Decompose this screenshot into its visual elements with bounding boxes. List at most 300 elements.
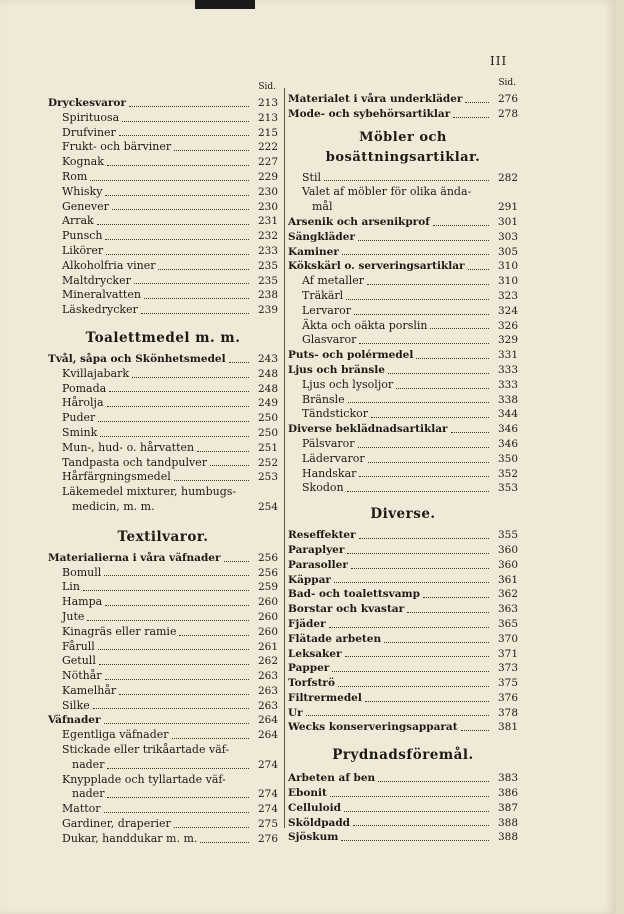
toc-page: 251 (257, 441, 278, 454)
leader-dots (172, 738, 249, 739)
toc-label: medicin, m. m. (72, 499, 155, 513)
toc-entry[interactable] (288, 363, 518, 378)
toc-page: 373 (497, 662, 518, 675)
toc-entry[interactable] (288, 661, 518, 676)
toc-entry[interactable] (288, 393, 518, 408)
toc-page: 371 (497, 647, 518, 660)
toc-entry[interactable] (288, 771, 518, 786)
section-title: Möbler och bosättningsartiklar. (325, 129, 481, 165)
toc-label: Dukar, handdukar m. m. (62, 831, 198, 845)
toc-label: Hårfärgningsmedel (62, 470, 171, 484)
toc-label: Pomada (62, 381, 107, 395)
toc-label: Genever (62, 199, 109, 213)
toc-entry[interactable] (288, 200, 518, 215)
leader-dots (407, 612, 489, 613)
toc-entry[interactable] (48, 832, 278, 847)
toc-page: 388 (497, 816, 518, 829)
toc-entry-continued[interactable]: Valet af möbler för olika ända- (302, 185, 472, 199)
toc-label: Filtrermedel (288, 691, 362, 704)
toc-entry[interactable] (48, 170, 278, 185)
toc-label: nader (72, 787, 105, 801)
toc-page: 360 (497, 543, 518, 556)
toc-entry[interactable] (288, 558, 518, 573)
toc-page: 235 (257, 274, 278, 287)
toc-label: Handskar (302, 466, 357, 480)
leader-dots (367, 284, 489, 285)
toc-page: 276 (497, 93, 518, 105)
toc-label: Punsch (62, 229, 103, 243)
toc-label: Egentliga väfnader (62, 728, 169, 742)
toc-entry[interactable] (48, 551, 278, 566)
toc-entry[interactable] (48, 140, 278, 155)
toc-page: 355 (497, 529, 518, 542)
section-title: Prydnadsföremål. (332, 747, 474, 764)
toc-label: Celluloid (288, 801, 341, 814)
leader-dots (344, 811, 489, 812)
toc-entry[interactable] (288, 92, 518, 107)
toc-entry[interactable] (288, 481, 518, 496)
toc-entry[interactable] (48, 610, 278, 625)
toc-entry[interactable] (288, 259, 518, 274)
toc-entry[interactable] (48, 214, 278, 229)
sid-header: Sid. (258, 82, 276, 92)
leader-dots (98, 649, 249, 650)
toc-entry[interactable] (48, 382, 278, 397)
toc-label: Borstar och kvastar (288, 603, 405, 616)
toc-entry[interactable] (48, 411, 278, 426)
leader-dots (158, 269, 249, 270)
toc-entry[interactable] (48, 200, 278, 215)
toc-page: 252 (257, 456, 278, 469)
toc-page: 274 (257, 788, 278, 801)
leader-dots (229, 362, 249, 363)
toc-page: 323 (497, 289, 518, 302)
leader-dots (358, 240, 489, 241)
toc-page: 230 (257, 200, 278, 213)
toc-entry[interactable] (288, 274, 518, 289)
leader-dots (423, 597, 489, 598)
leader-dots (105, 239, 249, 240)
toc-page: 222 (257, 141, 278, 154)
toc-entry[interactable] (288, 304, 518, 319)
leader-dots (334, 582, 489, 583)
toc-entry[interactable] (288, 720, 518, 735)
toc-entry[interactable] (288, 107, 518, 122)
toc-label: Pälsvaror (302, 436, 355, 450)
toc-label: Reseffekter (288, 529, 356, 542)
leader-dots (341, 840, 489, 841)
toc-page: 362 (497, 588, 518, 601)
toc-entry[interactable] (288, 378, 518, 393)
toc-label: Bomull (62, 565, 102, 579)
toc-entry[interactable] (288, 676, 518, 691)
leader-dots (97, 224, 249, 225)
toc-label: Kamelhår (62, 683, 117, 697)
toc-entry[interactable] (288, 348, 518, 363)
toc-label: Bad- och toalettsvamp (288, 588, 421, 601)
page-number: III (490, 54, 508, 68)
toc-entry[interactable] (288, 319, 518, 334)
toc-entry[interactable] (48, 155, 278, 170)
toc-entry[interactable] (48, 728, 278, 743)
toalett-list (48, 352, 278, 485)
leader-dots (346, 299, 489, 300)
toc-entry[interactable] (288, 407, 518, 422)
toc-label: Ur (288, 706, 303, 719)
toc-entry[interactable] (48, 625, 278, 640)
leader-dots (351, 568, 489, 569)
materialierna-list (48, 551, 278, 743)
toc-label: Träkärl (302, 288, 344, 302)
toc-page: 261 (257, 640, 278, 653)
toc-label: Arsenik och arsenikprof (288, 215, 430, 228)
leader-dots (396, 388, 489, 389)
toc-page: 250 (257, 412, 278, 425)
leader-dots (345, 656, 489, 657)
toc-page: 263 (257, 699, 278, 712)
toc-page: 301 (497, 215, 518, 228)
toc-entry[interactable] (48, 456, 278, 471)
toc-label: Dryckesvaror (48, 97, 126, 109)
toc-label: Tändstickor (302, 407, 368, 421)
leader-dots (174, 827, 249, 828)
toc-entry[interactable] (48, 126, 278, 141)
toc-page: 248 (257, 367, 278, 380)
toc-entry[interactable] (48, 470, 278, 485)
toc-label: Maltdrycker (62, 273, 131, 287)
toc-page: 262 (257, 655, 278, 668)
toc-entry[interactable] (288, 528, 518, 543)
toc-page: 254 (257, 500, 278, 513)
leader-dots (104, 812, 249, 813)
toc-page: 276 (257, 832, 278, 845)
toc-page: 305 (497, 245, 518, 258)
toc-page: 388 (497, 831, 518, 844)
toc-page: 253 (257, 471, 278, 484)
sid-header: Sid. (498, 78, 516, 88)
leader-dots (465, 102, 489, 103)
leader-dots (122, 121, 249, 122)
toc-label: Gardiner, draperier (62, 817, 171, 831)
toc-entry[interactable] (288, 587, 518, 602)
leader-dots (104, 575, 249, 576)
toc-label: Mun-, hud- o. hårvatten (62, 440, 195, 454)
toc-page: 346 (497, 437, 518, 450)
toc-page: 274 (257, 803, 278, 816)
toc-page: 310 (497, 260, 518, 273)
toc-entry[interactable] (288, 602, 518, 617)
toc-entry[interactable] (48, 111, 278, 126)
toc-label: Kaminer (288, 245, 339, 258)
leader-dots (144, 298, 249, 299)
leader-dots (342, 254, 489, 255)
leader-dots (358, 447, 489, 448)
leader-dots (365, 701, 489, 702)
toc-label: Smink (62, 425, 98, 439)
toc-label: Spirituosa (62, 110, 120, 124)
toc-entry[interactable] (288, 230, 518, 245)
leader-dots (179, 635, 249, 636)
toc-entry[interactable] (288, 706, 518, 721)
toc-entry[interactable] (48, 367, 278, 382)
toc-entry-continued[interactable]: Stickade eller trikåartade väf- (62, 743, 230, 757)
toc-entry[interactable] (48, 441, 278, 456)
toc-page: 248 (257, 382, 278, 395)
toc-entry[interactable] (288, 452, 518, 467)
toc-entry[interactable] (288, 467, 518, 482)
toc-entry-continued[interactable]: Knypplade och tyllartade väf- (62, 772, 226, 786)
toc-entry[interactable] (288, 422, 518, 437)
leader-dots (359, 476, 489, 477)
toc-page: 213 (257, 111, 278, 124)
toc-label: Parasoller (288, 558, 348, 571)
toc-entry[interactable] (48, 595, 278, 610)
toc-entry[interactable] (48, 699, 278, 714)
toc-page: 361 (497, 573, 518, 586)
toc-page: 383 (497, 772, 518, 785)
leader-dots (451, 432, 489, 433)
toc-entry[interactable] (48, 259, 278, 274)
toc-page: 291 (497, 201, 518, 214)
leader-dots (224, 561, 249, 562)
toc-page: 274 (257, 758, 278, 771)
toc-entry[interactable] (288, 786, 518, 801)
toc-label: Drufviner (62, 125, 116, 139)
toc-page: 381 (497, 721, 518, 734)
leader-dots (174, 480, 249, 481)
toc-label: Sköldpadd (288, 816, 351, 829)
toc-page: 386 (497, 787, 518, 800)
toc-page: 256 (257, 551, 278, 564)
leader-dots (132, 377, 249, 378)
toc-label: Diverse beklädnadsartiklar (288, 423, 448, 436)
toc-page: 375 (497, 677, 518, 690)
toc-entry[interactable] (48, 654, 278, 669)
leader-dots (348, 402, 489, 403)
leader-dots (332, 671, 489, 672)
toc-entry[interactable] (288, 333, 518, 348)
leader-dots (106, 254, 249, 255)
toc-label: Arrak (62, 214, 94, 228)
slut-list (48, 802, 278, 846)
toc-page: 324 (497, 304, 518, 317)
toc-entry[interactable] (48, 288, 278, 303)
toc-entry[interactable] (288, 437, 518, 452)
toc-label: Mineralvatten (62, 288, 141, 302)
tape-strip (195, 0, 255, 9)
toc-page: 346 (497, 423, 518, 436)
toc-label: Torfströ (288, 677, 335, 690)
toc-label: nader (72, 757, 105, 771)
leader-dots (353, 825, 489, 826)
right-column (288, 78, 518, 845)
toc-entry[interactable] (288, 691, 518, 706)
toc-page: 376 (497, 691, 518, 704)
toc-page: 260 (257, 610, 278, 623)
leader-dots (105, 195, 249, 196)
toc-label: Käppar (288, 573, 331, 586)
toc-entry[interactable] (288, 543, 518, 558)
toc-entry[interactable] (48, 500, 278, 515)
leader-dots (93, 708, 249, 709)
toc-entry[interactable] (288, 171, 518, 186)
leader-dots (129, 106, 249, 107)
top-list (288, 92, 518, 122)
toc-label: Bränsle (302, 392, 345, 406)
toc-page: 215 (257, 126, 278, 139)
toc-entry[interactable] (48, 713, 278, 728)
toc-page: 213 (257, 97, 278, 109)
toc-entry[interactable] (288, 801, 518, 816)
toc-page: 229 (257, 170, 278, 183)
toc-entry[interactable] (288, 830, 518, 845)
toc-entry[interactable] (48, 244, 278, 259)
toc-label: Papper (288, 662, 330, 675)
toc-page: 363 (497, 603, 518, 616)
toc-entry[interactable] (48, 426, 278, 441)
toc-entry[interactable] (48, 669, 278, 684)
toc-page: 259 (257, 581, 278, 594)
leader-dots (306, 715, 489, 716)
leader-dots (453, 117, 489, 118)
toc-page: 282 (497, 171, 518, 184)
toc-entry[interactable] (288, 289, 518, 304)
leader-dots (433, 225, 489, 226)
toc-page: 353 (497, 482, 518, 495)
toc-entry[interactable] (48, 274, 278, 289)
leader-dots (338, 686, 489, 687)
toc-page: 360 (497, 558, 518, 571)
toc-label: Glasvaror (302, 333, 357, 347)
toc-page: 263 (257, 670, 278, 683)
toc-entry[interactable] (288, 573, 518, 588)
leader-dots (378, 781, 489, 782)
toc-page: 264 (257, 729, 278, 742)
toc-label: Skodon (302, 481, 344, 495)
toc-label: Kvillajabark (62, 366, 130, 380)
toc-entry[interactable] (48, 566, 278, 581)
toc-page: 233 (257, 244, 278, 257)
toc-page: 232 (257, 230, 278, 243)
toc-page: 333 (497, 363, 518, 376)
toc-label: Lin (62, 580, 80, 594)
toc-entry[interactable] (48, 580, 278, 595)
toc-label: Läskedrycker (62, 303, 138, 317)
toc-label: Puder (62, 411, 96, 425)
toc-page: 239 (257, 304, 278, 317)
column-divider (284, 88, 285, 828)
leader-dots (119, 694, 249, 695)
leader-dots (112, 209, 249, 210)
toc-entry[interactable] (48, 352, 278, 367)
toc-page: 338 (497, 393, 518, 406)
toc-entry[interactable] (288, 215, 518, 230)
prydnad-list (288, 771, 518, 845)
toc-label: Ebonit (288, 787, 327, 800)
toc-page: 326 (497, 319, 518, 332)
toc-entry[interactable] (288, 617, 518, 632)
toc-entry[interactable] (48, 758, 278, 773)
toc-label: Kökskärl o. serveringsartiklar (288, 260, 465, 273)
toc-label: Leksaker (288, 647, 342, 660)
toc-entry[interactable] (48, 640, 278, 655)
toc-page: 238 (257, 289, 278, 302)
leader-dots (107, 406, 249, 407)
leader-dots (330, 796, 489, 797)
toc-label: Frukt- och bärviner (62, 140, 172, 154)
toc-entry[interactable] (288, 632, 518, 647)
toc-page: 350 (497, 452, 518, 465)
leader-dots (388, 373, 489, 374)
toc-label: Sjöskum (288, 831, 339, 844)
toc-entry[interactable] (288, 647, 518, 662)
toc-label: Mattor (62, 802, 101, 816)
toc-label: Äkta och oäkta porslin (302, 318, 428, 332)
toc-page: 263 (257, 684, 278, 697)
toc-label: Alkoholfria viner (62, 258, 156, 272)
toc-entry[interactable] (48, 96, 278, 111)
leader-dots (359, 538, 489, 539)
leader-dots (174, 150, 249, 151)
left-column (48, 82, 278, 847)
leader-dots (200, 842, 249, 843)
toc-page: 256 (257, 566, 278, 579)
toc-page: 333 (497, 378, 518, 391)
toc-label: Fjäder (288, 617, 326, 630)
toc-page: 235 (257, 259, 278, 272)
toc-entry[interactable] (48, 303, 278, 318)
toc-label: Stil (302, 170, 321, 184)
toc-entry[interactable] (48, 684, 278, 699)
leader-dots (359, 343, 489, 344)
toc-entry-continued[interactable]: Läkemedel mixturer, humbugs- (62, 485, 237, 499)
toc-label: Puts- och polérmedel (288, 349, 414, 362)
leader-dots (210, 465, 249, 466)
toc-entry[interactable] (48, 396, 278, 411)
toc-page: 230 (257, 185, 278, 198)
toc-page: 260 (257, 596, 278, 609)
toc-label: Ljus och lysoljor (302, 377, 394, 391)
dryckesvaror-list (48, 96, 278, 318)
toc-label: Whisky (62, 184, 103, 198)
toc-label: Lädervaror (302, 451, 365, 465)
toc-entry[interactable] (288, 245, 518, 260)
toc-page: 378 (497, 706, 518, 719)
toc-entry[interactable] (48, 817, 278, 832)
leader-dots (347, 491, 489, 492)
toc-label: Tvål, såpa och Skönhetsmedel (48, 352, 226, 365)
toc-entry[interactable] (48, 229, 278, 244)
mobler-list (288, 215, 518, 496)
toc-label: Nöthår (62, 669, 102, 683)
toc-label: Fårull (62, 639, 95, 653)
toc-entry[interactable] (48, 802, 278, 817)
toc-label: Likörer (62, 243, 104, 257)
leader-dots (87, 620, 249, 621)
leader-dots (416, 358, 489, 359)
diverse-list (288, 528, 518, 735)
toc-label: mål (312, 200, 333, 214)
toc-page: 387 (497, 801, 518, 814)
leader-dots (384, 642, 489, 643)
toc-entry[interactable] (48, 787, 278, 802)
toc-label: Wecks konserveringsapparat (288, 721, 458, 734)
toc-entry[interactable] (288, 816, 518, 831)
toc-page: 250 (257, 426, 278, 439)
toc-entry[interactable] (48, 185, 278, 200)
toc-label: Paraplyer (288, 543, 345, 556)
section-title: Diverse. (370, 506, 436, 523)
